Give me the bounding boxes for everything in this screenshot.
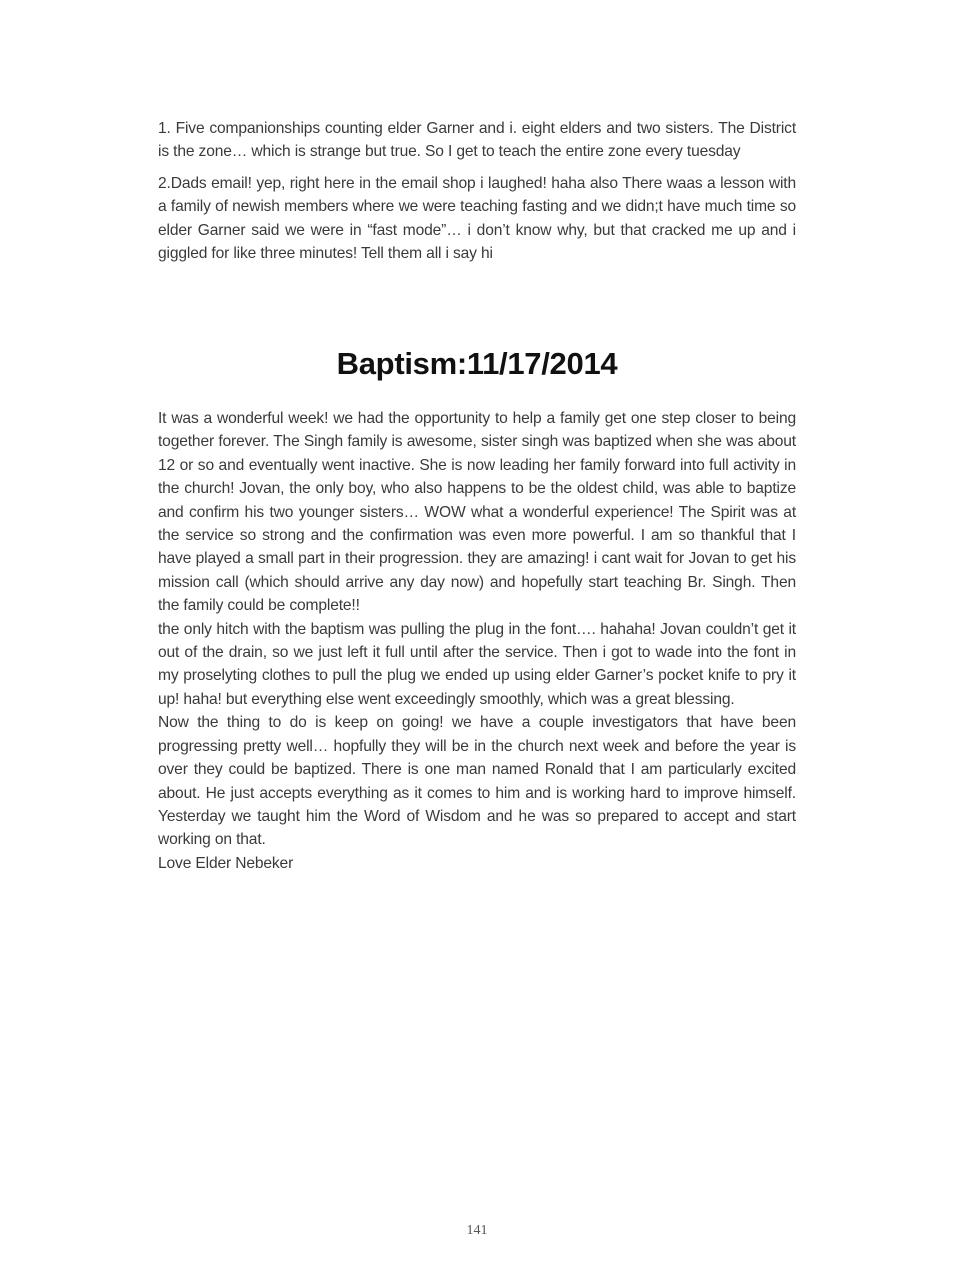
- body-paragraph-3: Now the thing to do is keep on going! we have a couple investigators that have been progressing pretty well… hopfully they will be in the church next week and before the year is over they could be baptized. There is one man named Ronald that I am particularly excited about. He just accepts everything as it comes to him and is working hard to improve himself. Yesterday we taught him the Word of Wisdom and he was so prepared to accept and start working on that.: [158, 714, 796, 849]
- intro-paragraph-2: 2.Dads email! yep, right here in the email shop i laughed! haha also There waas a lesson with a family of newish members where we were teaching fasting and we didn;t have much time so elder Garner said we were in “fast mode”… i don’t know why, but that cracked me up and i giggled for like three minutes! Tell them all i say hi: [158, 174, 796, 263]
- body-paragraph-2: the only hitch with the baptism was pulling the plug in the font…. hahaha! Jovan couldn’t get it out of the drain, so we just left it full until after the service. Then i got to wade into the font in my proselyting clothes to pull the plug we ended up using elder Garner’s pocket knife to pry it up! haha! but everything else went exceedingly smoothly, which was a great blessing.: [158, 620, 796, 708]
- paragraph-gap: [158, 164, 796, 172]
- intro-paragraph-1: 1. Five companionships counting elder Garner and i. eight elders and two sisters. The District is the zone… which is strange but true. So I get to teach the entire zone every tuesday: [158, 120, 796, 161]
- page-number: 141: [466, 1223, 488, 1238]
- document-page: [158, 117, 796, 872]
- body-paragraph-1: It was a wonderful week! we had the opportunity to help a family get one step closer to being together forever. The Singh family is awesome, sister singh was baptized when she was about 12 or so and eventually went inactive. She is now leading her family forward into full activity in the church! Jovan, the only boy, who also happens to be the oldest child, was able to baptize and confirm his two younger sisters… WOW what a wonderful experience! The Spirit was at the service so strong and the confirmation was even more powerful. I am so thankful that I have played a small part in their progression. they are amazing! i cant wait for Jovan to get his mission call (which should arrive any day now) and hopefully start teaching Br. Singh. Then the family could be complete!!: [158, 410, 796, 615]
- letter-body: [158, 407, 796, 875]
- section-heading: Baptism:11/17/2014: [336, 346, 618, 381]
- signature: Love Elder Nebeker: [158, 854, 294, 872]
